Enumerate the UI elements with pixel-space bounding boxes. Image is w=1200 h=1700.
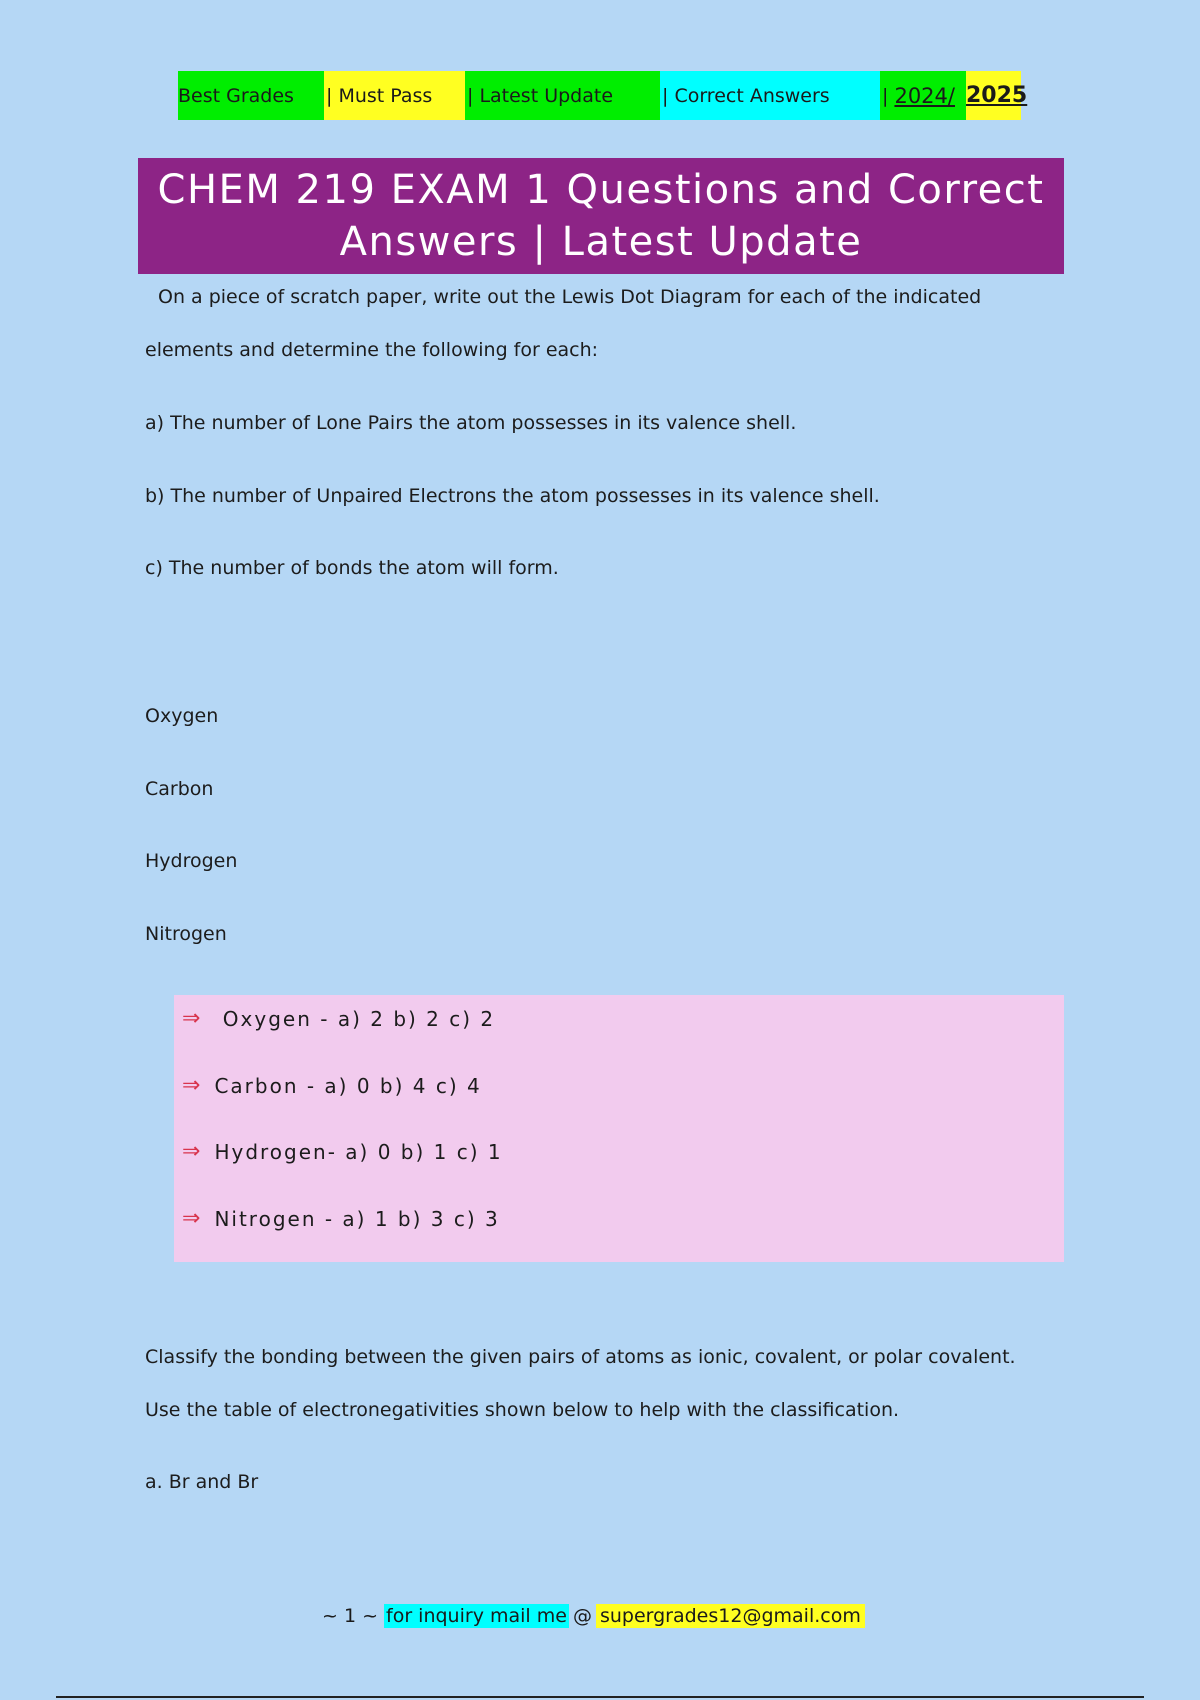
arrow-icon: ⇒ xyxy=(182,1206,201,1231)
arrow-icon: ⇒ xyxy=(182,1073,201,1098)
element-oxygen: Oxygen xyxy=(145,705,219,727)
answer-oxygen xyxy=(182,1006,495,1031)
answers-box xyxy=(174,995,1064,1262)
banner-best-grades-text: Best Grades xyxy=(178,84,294,107)
answer-hydrogen xyxy=(182,1139,503,1164)
banner-year-2024: 2024/ xyxy=(894,83,955,108)
question2-part-a: a. Br and Br xyxy=(145,1471,259,1493)
email-link[interactable]: supergrades12@gmail.com xyxy=(596,1604,865,1628)
answer-oxygen-text: Oxygen - a) 2 b) 2 c) 2 xyxy=(214,1006,496,1031)
banner-best-grades xyxy=(178,71,324,120)
banner-year-end xyxy=(966,71,1028,120)
element-carbon: Carbon xyxy=(145,778,214,800)
answer-hydrogen-text: Hydrogen- a) 0 b) 1 c) 1 xyxy=(214,1139,503,1164)
banner-correct-answers-text: | Correct Answers xyxy=(662,84,830,107)
element-hydrogen: Hydrogen xyxy=(145,850,238,872)
question1-part-c: c) The number of bonds the atom will form. xyxy=(145,557,559,579)
answer-carbon xyxy=(182,1073,482,1098)
arrow-icon: ⇒ xyxy=(182,1139,201,1164)
answer-carbon-text: Carbon - a) 0 b) 4 c) 4 xyxy=(214,1073,482,1098)
inquiry-text: for inquiry mail me xyxy=(386,1605,567,1627)
banner-latest-update xyxy=(465,71,660,120)
banner-latest-update-text: | Latest Update xyxy=(467,84,614,107)
page-footer xyxy=(322,1601,865,1631)
page-number: ~ 1 ~ xyxy=(322,1605,379,1627)
banner-must-pass xyxy=(324,71,465,120)
banner-must-pass-text: | Must Pass xyxy=(326,84,433,107)
banner-separator: | xyxy=(882,84,895,107)
banner-year-start xyxy=(880,71,966,120)
question1-intro-line1: On a piece of scratch paper, write out the Lewis Dot Diagram for each of the indicated xyxy=(158,286,982,308)
question1-part-a: a) The number of Lone Pairs the atom possesses in its valence shell. xyxy=(145,412,797,434)
question1-part-b: b) The number of Unpaired Electrons the atom possesses in its valence shell. xyxy=(145,485,880,507)
title-line-2: Answers | Latest Update xyxy=(339,219,863,265)
element-nitrogen: Nitrogen xyxy=(145,923,227,945)
question2-line2: Use the table of electronegativities shown below to help with the classification. xyxy=(145,1399,900,1421)
document-title xyxy=(138,158,1064,274)
arrow-icon: ⇒ xyxy=(182,1006,201,1031)
question2-line1: Classify the bonding between the given pairs of atoms as ionic, covalent, or polar covalent. xyxy=(145,1346,1016,1368)
at-symbol: @ xyxy=(572,1605,592,1627)
banner-correct-answers xyxy=(660,71,880,120)
title-line-1: CHEM 219 EXAM 1 Questions and Correct xyxy=(157,167,1045,213)
answer-nitrogen xyxy=(182,1206,500,1231)
top-banner xyxy=(178,71,1028,120)
bottom-divider xyxy=(56,1696,1144,1698)
banner-year-2025: 2025 xyxy=(966,83,1028,108)
question1-intro-line2: elements and determine the following for each: xyxy=(145,339,599,361)
answer-nitrogen-text: Nitrogen - a) 1 b) 3 c) 3 xyxy=(214,1206,500,1231)
